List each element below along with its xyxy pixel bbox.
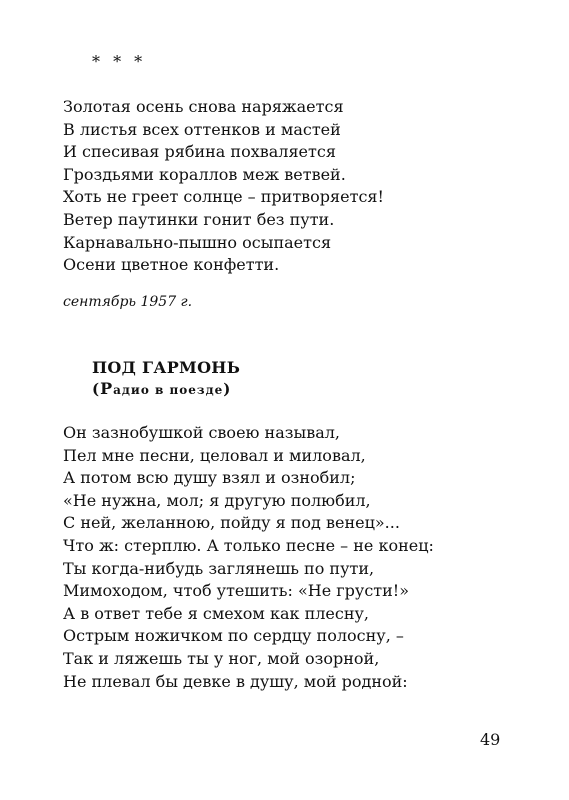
subtitle-close-paren: ) [223,380,232,398]
poem-line: А потом всю душу взял и ознобил; [63,468,356,488]
poem-line: Осени цветное конфетти. [63,255,280,275]
poem-title: ПОД ГАРМОНЬ [92,358,241,377]
poem-line: Что ж: стерплю. А только песне – не конец: [63,535,434,555]
poem-line: А в ответ тебе я смехом как плесну, [63,603,369,623]
subtitle-initial: Р [100,379,114,398]
poem-line: Он зазнобушкой своею называл, [63,423,341,442]
poem-line: Хоть не греет солнце – притворяется! [63,187,384,207]
poem-line: Карнавально-пышно осыпается [63,232,332,252]
poem-line: Не плевал бы девке в душу, мой родной: [63,671,408,691]
poem-pod-garmon [63,422,434,693]
poem-autumn [63,96,384,277]
poem-line: «Не нужна, мол; я другую полюбил, [63,490,371,510]
section-separator: * * * [92,52,147,71]
poem-line: Пел мне песни, целовал и миловал, [63,445,366,465]
poem-line: Ветер паутинки гонит без пути. [63,209,335,229]
poem-line: В листья всех оттенков и мастей [63,119,341,139]
page-number: 49 [480,730,501,749]
subtitle-open-paren: ( [92,380,101,398]
poem-date: сентябрь 1957 г. [63,294,193,310]
poem-line: Мимоходом, чтоб утешить: «Не грусти!» [63,581,410,601]
poem-line: Гроздьями кораллов меж ветвей. [63,164,346,184]
poem-line: Так и ляжешь ты у ног, мой озорной, [63,648,380,668]
poem-subtitle [92,379,231,398]
subtitle-rest: адио в поезде [113,383,224,397]
poem-line: Ты когда-нибудь заглянешь по пути, [63,558,375,578]
poem-line: Золотая осень снова наряжается [63,97,344,116]
poem-line: И спесивая рябина похваляется [63,142,336,162]
poem-line: Острым ножичком по сердцу полосну, – [63,626,404,646]
poem-line: С ней, желанною, пойду я под венец»... [63,513,400,533]
